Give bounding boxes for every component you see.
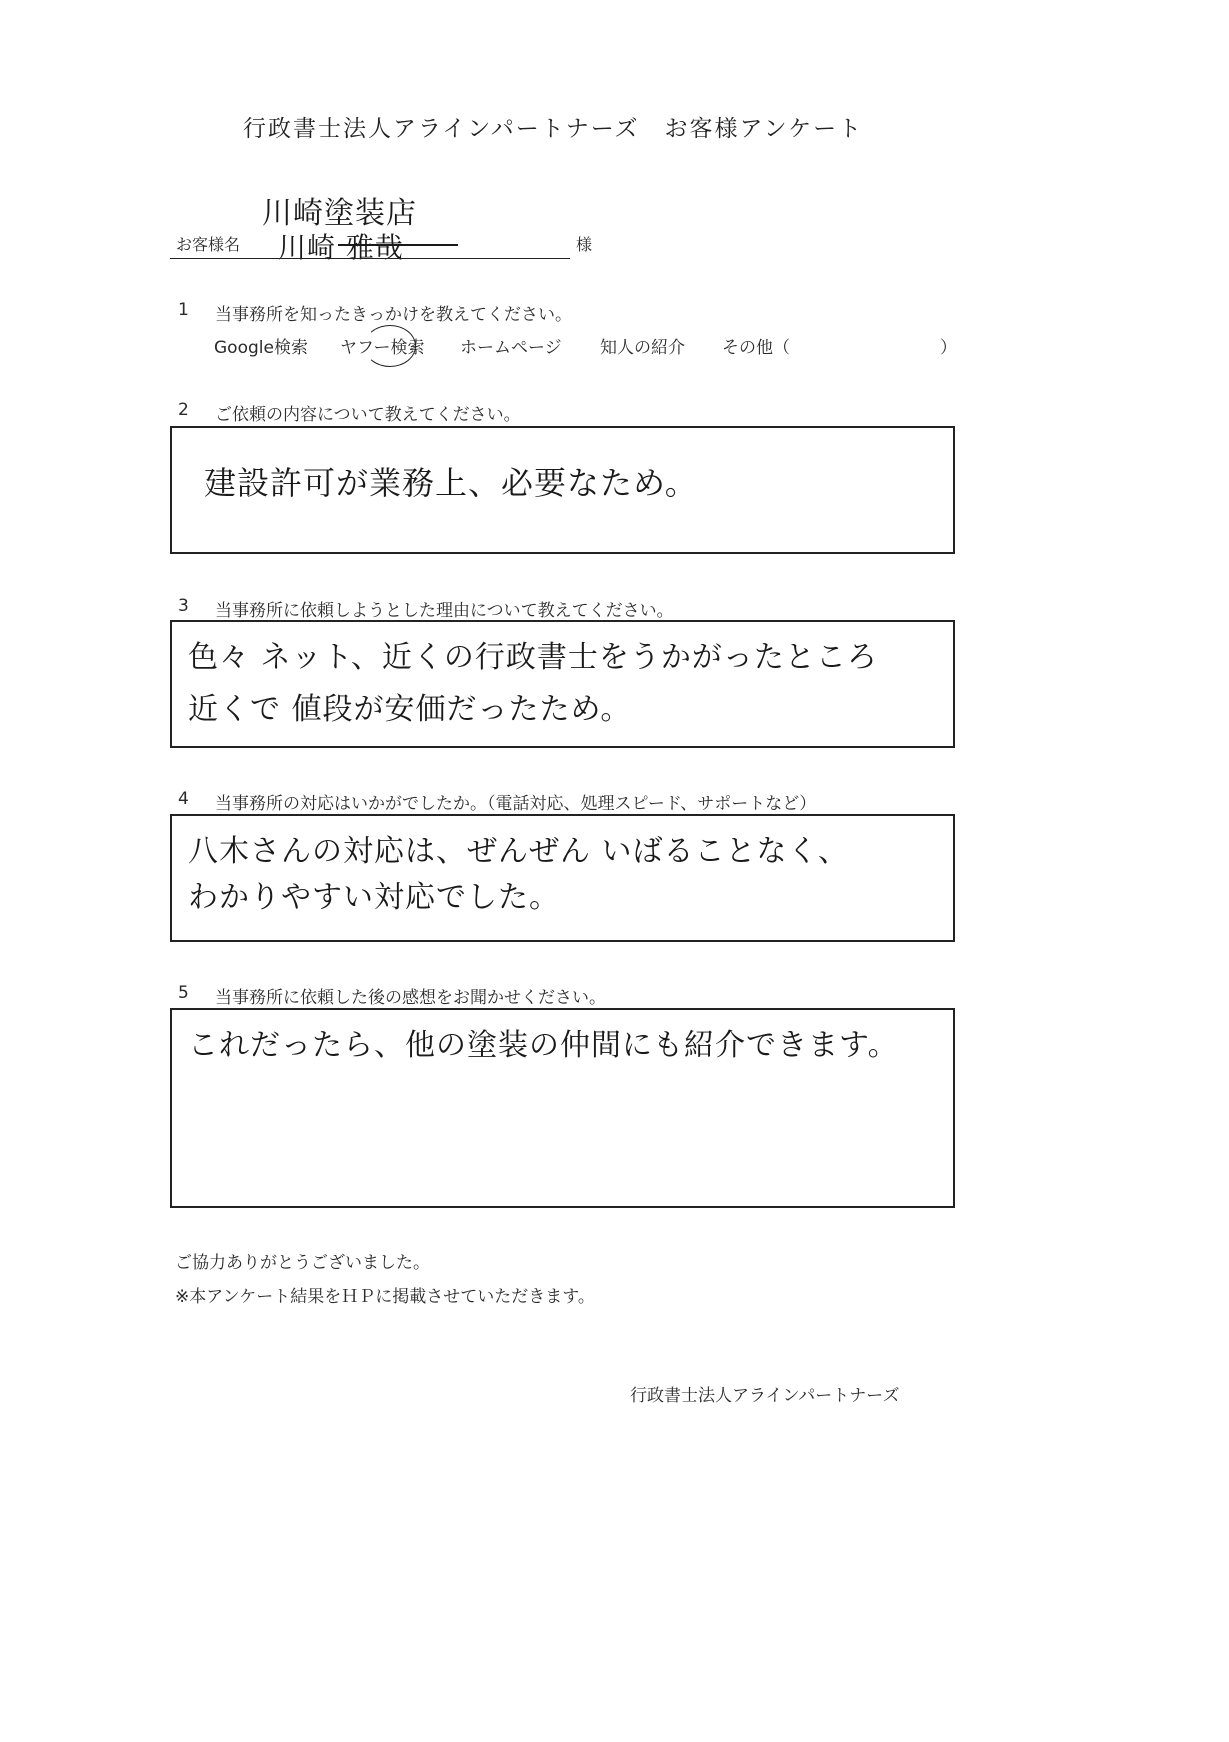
q2-answer-box (170, 426, 955, 554)
q3-answer-box (170, 620, 955, 748)
q1-option-other-close: ） (940, 338, 957, 358)
q4-answer-line-1: 八木さんの対応は、ぜんぜん いばることなく、 (188, 834, 849, 869)
q3-text: 当事務所に依頼しようとした理由について教えてください。 (215, 601, 674, 621)
q1-selection-circle (364, 325, 416, 367)
q1-option-other: その他（ (722, 338, 790, 358)
q3-answer-line-1: 色々 ネット、近くの行政書士をうかがったところ (188, 640, 878, 675)
q5-answer-line-1: これだったら、他の塗装の仲間にも紹介できます。 (188, 1028, 899, 1063)
publication-note: ※本アンケート結果をＨＰに掲載させていただきます。 (175, 1287, 595, 1307)
q5-number: 5 (178, 983, 189, 1003)
q1-option-homepage: ホームページ (460, 338, 562, 358)
customer-name-label: お客様名 (176, 235, 241, 254)
q1-text: 当事務所を知ったきっかけを教えてください。 (215, 305, 572, 325)
q4-text: 当事務所の対応はいかがでしたか。（電話対応、処理スピード、サポートなど） (215, 794, 817, 814)
q5-answer-box (170, 1008, 955, 1208)
q3-number: 3 (178, 596, 189, 616)
q5-text: 当事務所に依頼した後の感想をお聞かせください。 (215, 988, 606, 1008)
customer-name-handwritten: 川崎 雅哉 (278, 231, 404, 264)
q4-answer-box (170, 814, 955, 942)
q1-option-referral: 知人の紹介 (600, 338, 685, 358)
customer-name-underline (170, 258, 570, 259)
name-strikethrough (338, 244, 458, 246)
q2-text: ご依頼の内容について教えてください。 (215, 405, 521, 425)
honorific-sama: 様 (576, 235, 593, 254)
footer-signature: 行政書士法人アラインパートナーズ (630, 1386, 900, 1406)
q2-number: 2 (178, 400, 189, 420)
customer-company-handwritten: 川崎塗装店 (262, 196, 417, 231)
q1-option-yahoo: ヤフー検索 (340, 338, 425, 358)
page-title: 行政書士法人アラインパートナーズ お客様アンケート (243, 116, 864, 142)
q3-answer-line-2: 近くで 値段が安価だったため。 (188, 692, 632, 727)
q4-answer-line-2: わかりやすい対応でした。 (188, 880, 560, 915)
q1-number: 1 (178, 300, 189, 320)
q2-answer-line-1: 建設許可が業務上、必要なため。 (204, 464, 698, 502)
thanks-text: ご協力ありがとうございました。 (175, 1253, 430, 1273)
q1-option-google: Google検索 (214, 338, 308, 358)
q4-number: 4 (178, 789, 189, 809)
